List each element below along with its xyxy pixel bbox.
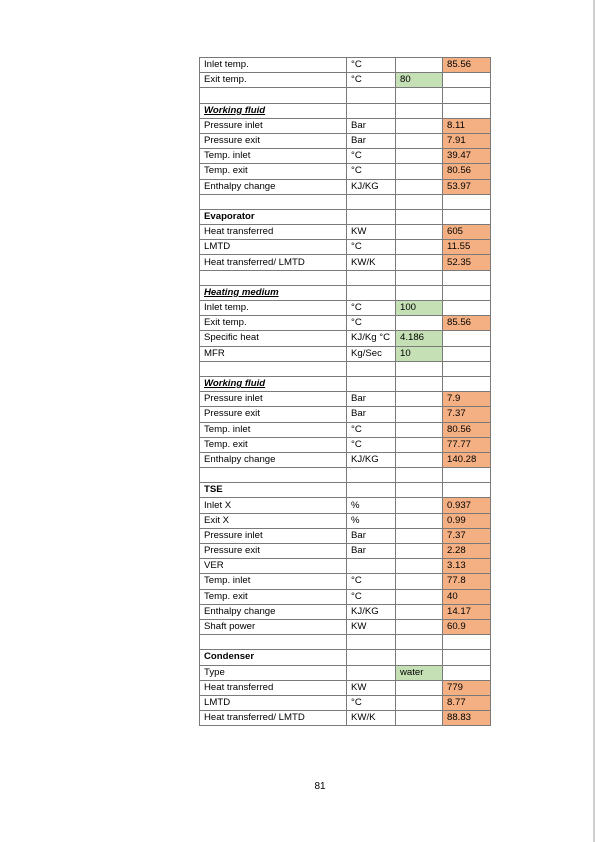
unit-cell [347, 483, 396, 498]
input-value-cell [396, 285, 443, 300]
input-value-cell [396, 255, 443, 270]
result-value-cell: 2.28 [443, 544, 491, 559]
parameter-cell [200, 88, 347, 103]
table-row [200, 73, 491, 88]
unit-cell: °C [347, 695, 396, 710]
result-value-cell: 7.37 [443, 407, 491, 422]
input-value-cell [396, 604, 443, 619]
unit-cell: °C [347, 73, 396, 88]
result-value-cell [443, 88, 491, 103]
table-row [200, 544, 491, 559]
result-value-cell [443, 483, 491, 498]
result-value-cell: 8.77 [443, 695, 491, 710]
unit-cell: Bar [347, 392, 396, 407]
result-value-cell: 40 [443, 589, 491, 604]
table-row [200, 392, 491, 407]
input-value-cell [396, 635, 443, 650]
table-row [200, 316, 491, 331]
unit-cell [347, 650, 396, 665]
data-table [199, 57, 491, 726]
result-value-cell [443, 376, 491, 391]
result-value-cell: 605 [443, 225, 491, 240]
input-value-cell: 4.186 [396, 331, 443, 346]
input-value-cell [396, 225, 443, 240]
input-value-cell [396, 149, 443, 164]
table-row [200, 589, 491, 604]
result-value-cell [443, 285, 491, 300]
unit-cell: °C [347, 240, 396, 255]
table-body [200, 58, 491, 726]
table-row [200, 255, 491, 270]
unit-cell: KW [347, 680, 396, 695]
input-value-cell: water [396, 665, 443, 680]
result-value-cell [443, 635, 491, 650]
input-value-cell [396, 422, 443, 437]
result-value-cell [443, 331, 491, 346]
unit-cell: °C [347, 574, 396, 589]
table-row [200, 695, 491, 710]
unit-cell: °C [347, 301, 396, 316]
result-value-cell: 85.56 [443, 58, 491, 73]
unit-cell: KW/K [347, 711, 396, 726]
section-header-row [200, 483, 491, 498]
result-value-cell: 0.937 [443, 498, 491, 513]
result-value-cell: 52.35 [443, 255, 491, 270]
unit-cell: KJ/KG [347, 179, 396, 194]
unit-cell: °C [347, 422, 396, 437]
parameter-cell: Specific heat [200, 331, 347, 346]
result-value-cell: 11.55 [443, 240, 491, 255]
input-value-cell [396, 209, 443, 224]
parameter-cell: Heating medium [200, 285, 347, 300]
table-row [200, 559, 491, 574]
input-value-cell [396, 468, 443, 483]
unit-cell: °C [347, 589, 396, 604]
unit-cell: °C [347, 149, 396, 164]
result-value-cell: 140.28 [443, 452, 491, 467]
parameter-cell: Inlet X [200, 498, 347, 513]
result-value-cell: 80.56 [443, 164, 491, 179]
unit-cell [347, 270, 396, 285]
section-header-row [200, 209, 491, 224]
table-row [200, 665, 491, 680]
table-row [200, 301, 491, 316]
parameter-cell: Exit X [200, 513, 347, 528]
table-row [200, 498, 491, 513]
input-value-cell [396, 513, 443, 528]
blank-row [200, 361, 491, 376]
table-row [200, 179, 491, 194]
result-value-cell: 88.83 [443, 711, 491, 726]
input-value-cell [396, 528, 443, 543]
result-value-cell: 8.11 [443, 118, 491, 133]
unit-cell: Bar [347, 528, 396, 543]
table-row [200, 680, 491, 695]
result-value-cell [443, 346, 491, 361]
result-value-cell [443, 103, 491, 118]
result-value-cell [443, 650, 491, 665]
parameter-cell: Working fluid [200, 103, 347, 118]
unit-cell: KW/K [347, 255, 396, 270]
parameter-cell: Inlet temp. [200, 301, 347, 316]
unit-cell: KW [347, 225, 396, 240]
parameter-cell: Pressure exit [200, 407, 347, 422]
result-value-cell [443, 270, 491, 285]
table-row [200, 346, 491, 361]
parameter-cell: Pressure inlet [200, 528, 347, 543]
input-value-cell [396, 619, 443, 634]
input-value-cell [396, 194, 443, 209]
parameter-cell: Enthalpy change [200, 179, 347, 194]
result-value-cell: 39.47 [443, 149, 491, 164]
table-row [200, 452, 491, 467]
section-header-row [200, 376, 491, 391]
unit-cell: °C [347, 58, 396, 73]
result-value-cell: 0.99 [443, 513, 491, 528]
parameter-cell: LMTD [200, 240, 347, 255]
result-value-cell [443, 468, 491, 483]
input-value-cell [396, 133, 443, 148]
result-value-cell [443, 301, 491, 316]
parameter-cell: Evaporator [200, 209, 347, 224]
unit-cell: Kg/Sec [347, 346, 396, 361]
result-value-cell [443, 209, 491, 224]
unit-cell: % [347, 513, 396, 528]
table-row [200, 225, 491, 240]
parameter-cell: Temp. inlet [200, 422, 347, 437]
table-row [200, 58, 491, 73]
parameter-cell: Enthalpy change [200, 604, 347, 619]
blank-row [200, 468, 491, 483]
parameter-cell: Condenser [200, 650, 347, 665]
table-row [200, 422, 491, 437]
unit-cell [347, 559, 396, 574]
parameter-cell: Heat transferred/ LMTD [200, 255, 347, 270]
input-value-cell [396, 118, 443, 133]
parameter-cell: Temp. inlet [200, 149, 347, 164]
parameter-cell: Heat transferred [200, 225, 347, 240]
parameter-cell [200, 361, 347, 376]
table-row [200, 164, 491, 179]
input-value-cell [396, 559, 443, 574]
unit-cell [347, 88, 396, 103]
unit-cell [347, 285, 396, 300]
table-row [200, 604, 491, 619]
input-value-cell [396, 88, 443, 103]
parameter-cell: Pressure inlet [200, 118, 347, 133]
unit-cell: KJ/KG [347, 604, 396, 619]
result-value-cell [443, 194, 491, 209]
input-value-cell [396, 695, 443, 710]
input-value-cell [396, 164, 443, 179]
table-row [200, 133, 491, 148]
result-value-cell: 60.9 [443, 619, 491, 634]
unit-cell: Bar [347, 407, 396, 422]
parameter-cell [200, 468, 347, 483]
parameter-cell: Inlet temp. [200, 58, 347, 73]
table-row [200, 437, 491, 452]
table-row [200, 711, 491, 726]
parameter-cell [200, 194, 347, 209]
parameter-cell: Heat transferred/ LMTD [200, 711, 347, 726]
unit-cell: Bar [347, 544, 396, 559]
parameter-cell: VER [200, 559, 347, 574]
parameter-cell: Temp. exit [200, 164, 347, 179]
input-value-cell [396, 711, 443, 726]
unit-cell: °C [347, 437, 396, 452]
parameter-cell: LMTD [200, 695, 347, 710]
section-header-row [200, 103, 491, 118]
parameter-cell: Enthalpy change [200, 452, 347, 467]
input-value-cell [396, 452, 443, 467]
parameter-cell: TSE [200, 483, 347, 498]
parameter-cell: MFR [200, 346, 347, 361]
blank-row [200, 194, 491, 209]
result-value-cell: 7.37 [443, 528, 491, 543]
unit-cell [347, 665, 396, 680]
unit-cell: °C [347, 316, 396, 331]
input-value-cell [396, 58, 443, 73]
section-header-row [200, 285, 491, 300]
page-number: 81 [314, 781, 326, 792]
input-value-cell [396, 103, 443, 118]
parameter-cell: Temp. inlet [200, 574, 347, 589]
parameter-cell: Exit temp. [200, 73, 347, 88]
result-value-cell: 53.97 [443, 179, 491, 194]
parameter-cell [200, 635, 347, 650]
parameter-cell [200, 270, 347, 285]
parameter-cell: Type [200, 665, 347, 680]
table-row [200, 240, 491, 255]
blank-row [200, 270, 491, 285]
result-value-cell: 77.77 [443, 437, 491, 452]
table-row [200, 528, 491, 543]
result-value-cell: 14.17 [443, 604, 491, 619]
result-value-cell: 7.91 [443, 133, 491, 148]
input-value-cell [396, 407, 443, 422]
input-value-cell [396, 361, 443, 376]
parameter-cell: Working fluid [200, 376, 347, 391]
input-value-cell [396, 544, 443, 559]
input-value-cell: 10 [396, 346, 443, 361]
input-value-cell [396, 650, 443, 665]
blank-row [200, 88, 491, 103]
unit-cell: % [347, 498, 396, 513]
table-row [200, 619, 491, 634]
parameter-cell: Temp. exit [200, 589, 347, 604]
unit-cell [347, 103, 396, 118]
result-value-cell: 77.8 [443, 574, 491, 589]
input-value-cell: 80 [396, 73, 443, 88]
table-row [200, 407, 491, 422]
result-value-cell: 3.13 [443, 559, 491, 574]
input-value-cell [396, 574, 443, 589]
result-value-cell: 80.56 [443, 422, 491, 437]
result-value-cell: 7.9 [443, 392, 491, 407]
parameter-cell: Heat transferred [200, 680, 347, 695]
table-row [200, 513, 491, 528]
parameter-cell: Pressure inlet [200, 392, 347, 407]
blank-row [200, 635, 491, 650]
result-value-cell [443, 73, 491, 88]
parameter-cell: Exit temp. [200, 316, 347, 331]
input-value-cell [396, 589, 443, 604]
input-value-cell [396, 392, 443, 407]
result-value-cell: 85.56 [443, 316, 491, 331]
unit-cell [347, 209, 396, 224]
input-value-cell [396, 179, 443, 194]
result-value-cell: 779 [443, 680, 491, 695]
unit-cell: KJ/Kg °C [347, 331, 396, 346]
parameter-cell: Pressure exit [200, 133, 347, 148]
unit-cell [347, 194, 396, 209]
unit-cell [347, 635, 396, 650]
input-value-cell [396, 240, 443, 255]
input-value-cell [396, 680, 443, 695]
unit-cell [347, 376, 396, 391]
unit-cell: Bar [347, 133, 396, 148]
input-value-cell: 100 [396, 301, 443, 316]
result-value-cell [443, 665, 491, 680]
input-value-cell [396, 483, 443, 498]
unit-cell: Bar [347, 118, 396, 133]
table-row [200, 118, 491, 133]
unit-cell [347, 468, 396, 483]
input-value-cell [396, 498, 443, 513]
parameter-cell: Shaft power [200, 619, 347, 634]
section-header-row [200, 650, 491, 665]
parameter-cell: Pressure exit [200, 544, 347, 559]
input-value-cell [396, 316, 443, 331]
table-row [200, 574, 491, 589]
table-row [200, 149, 491, 164]
result-value-cell [443, 361, 491, 376]
input-value-cell [396, 437, 443, 452]
unit-cell [347, 361, 396, 376]
unit-cell: °C [347, 164, 396, 179]
input-value-cell [396, 270, 443, 285]
unit-cell: KW [347, 619, 396, 634]
unit-cell: KJ/KG [347, 452, 396, 467]
input-value-cell [396, 376, 443, 391]
parameter-cell: Temp. exit [200, 437, 347, 452]
table-row [200, 331, 491, 346]
